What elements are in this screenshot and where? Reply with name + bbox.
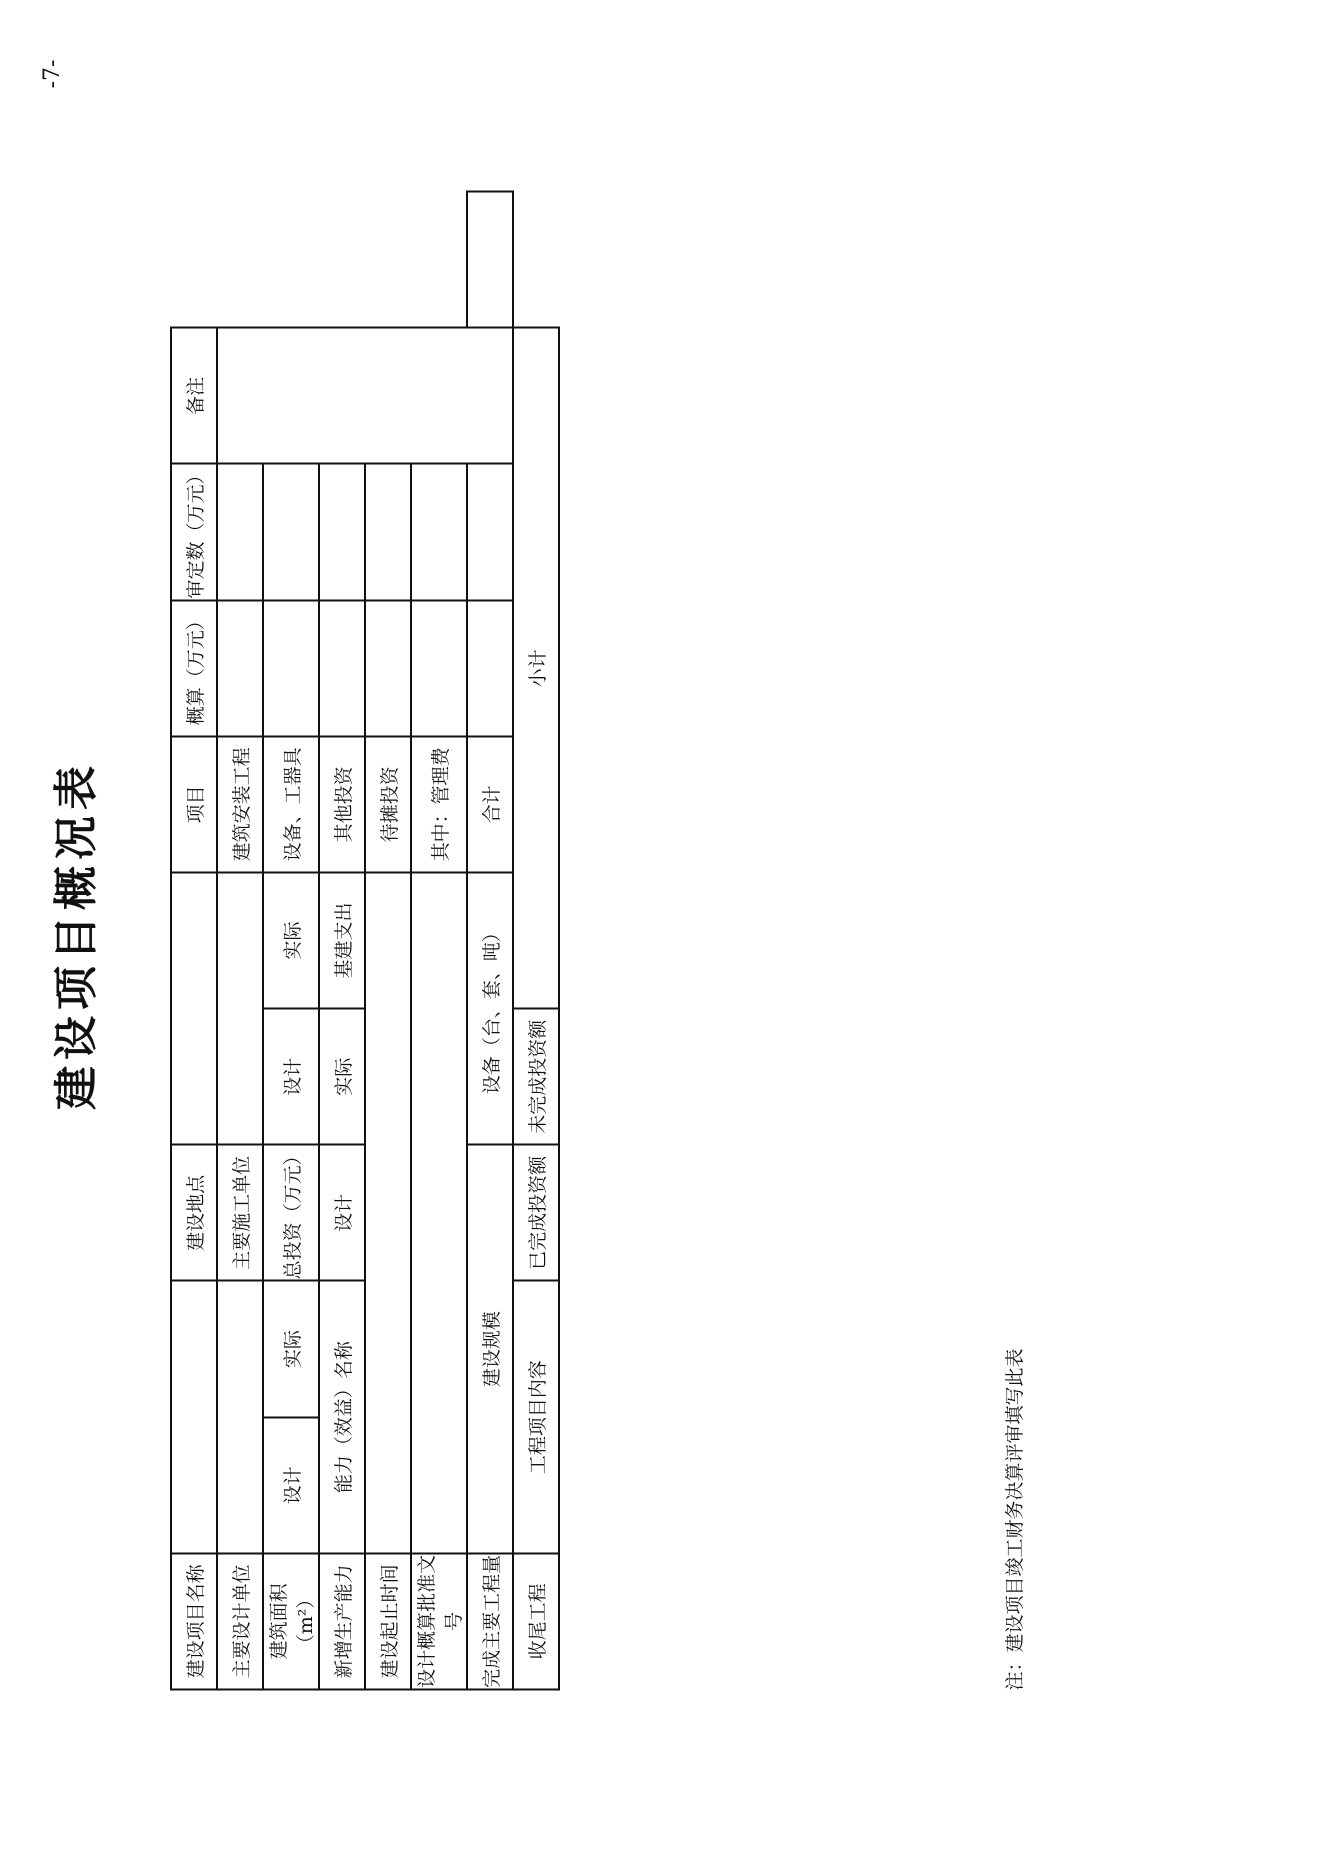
name-value[interactable] xyxy=(171,1281,217,1553)
design-unit-value[interactable] xyxy=(217,1281,263,1553)
footnote: 注：建设项目竣工财务决算评审填写此表 xyxy=(1004,1348,1026,1691)
row-mgmt: 其中：管理费 xyxy=(411,736,467,872)
label-new-capacity: 新增生产能力 xyxy=(319,1553,365,1689)
label-name: 建设项目名称 xyxy=(171,1553,217,1689)
label-subtotal: 小计 xyxy=(513,328,559,1009)
label-content: 工程项目内容 xyxy=(513,1281,559,1553)
cell-budget-5[interactable] xyxy=(411,600,467,736)
location-value[interactable] xyxy=(171,872,217,1144)
label-budget: 概算（万元） xyxy=(171,600,217,736)
cell-remark-total[interactable] xyxy=(467,192,513,328)
label-construction-unit: 主要施工单位 xyxy=(217,1145,263,1281)
cell-approved-4[interactable] xyxy=(365,464,411,600)
label-capacity-name: 能力（效益）名称 xyxy=(319,1281,365,1553)
label-item: 项目 xyxy=(171,736,217,872)
cell-approved-1[interactable] xyxy=(217,464,263,600)
label-total-invest: 总投资（万元） xyxy=(263,1145,319,1281)
label-done-invest: 已完成投资额 xyxy=(513,1145,559,1281)
label-approved: 审定数（万元） xyxy=(171,464,217,600)
basic-spend: 基建支出 xyxy=(319,872,365,1008)
invest-design: 设计 xyxy=(263,1009,319,1145)
row-construction: 建筑安装工程 xyxy=(217,736,263,872)
cell-approved-3[interactable] xyxy=(319,464,365,600)
label-remark: 备注 xyxy=(171,328,217,464)
remark-value[interactable] xyxy=(217,328,513,464)
cell-budget-2[interactable] xyxy=(263,600,319,736)
cell-approved-total[interactable] xyxy=(467,464,513,600)
label-location: 建设地点 xyxy=(171,1145,217,1281)
row-other: 其他投资 xyxy=(319,736,365,872)
area-design: 设计 xyxy=(263,1417,319,1553)
cell-budget-3[interactable] xyxy=(319,600,365,736)
project-overview-table xyxy=(170,191,560,1691)
row-total: 合计 xyxy=(467,736,513,872)
cell-budget-total[interactable] xyxy=(467,600,513,736)
label-design-unit: 主要设计单位 xyxy=(217,1553,263,1689)
form-title: 建设项目概况表 xyxy=(51,760,102,1110)
page-number: -7- xyxy=(40,59,65,89)
capacity-design-cell: 设计 xyxy=(319,1145,365,1281)
cell-approved-5[interactable] xyxy=(411,464,467,600)
construction-unit-value[interactable] xyxy=(217,872,263,1144)
label-area: 建筑面积 （m²） xyxy=(263,1553,319,1689)
row-pending: 待摊投资 xyxy=(365,736,411,872)
label-approval: 设计概算批准文号 xyxy=(411,1553,467,1689)
invest-actual: 实际 xyxy=(263,872,319,1008)
label-scale: 建设规模 xyxy=(467,1145,513,1554)
label-tail: 收尾工程 xyxy=(513,1553,559,1689)
capacity-actual-cell: 实际 xyxy=(319,1009,365,1145)
row-equipment: 设备、工器具 xyxy=(263,736,319,872)
cell-budget-1[interactable] xyxy=(217,600,263,736)
label-main-works: 完成主要工程量 xyxy=(467,1553,513,1689)
period-value[interactable] xyxy=(365,872,411,1553)
area-actual: 实际 xyxy=(263,1281,319,1417)
label-equipment: 设备（台、套、吨） xyxy=(467,872,513,1144)
cell-budget-4[interactable] xyxy=(365,600,411,736)
cell-approved-2[interactable] xyxy=(263,464,319,600)
approval-value[interactable] xyxy=(411,872,467,1553)
label-undone-invest: 未完成投资额 xyxy=(513,1009,559,1145)
label-period: 建设起止时间 xyxy=(365,1553,411,1689)
